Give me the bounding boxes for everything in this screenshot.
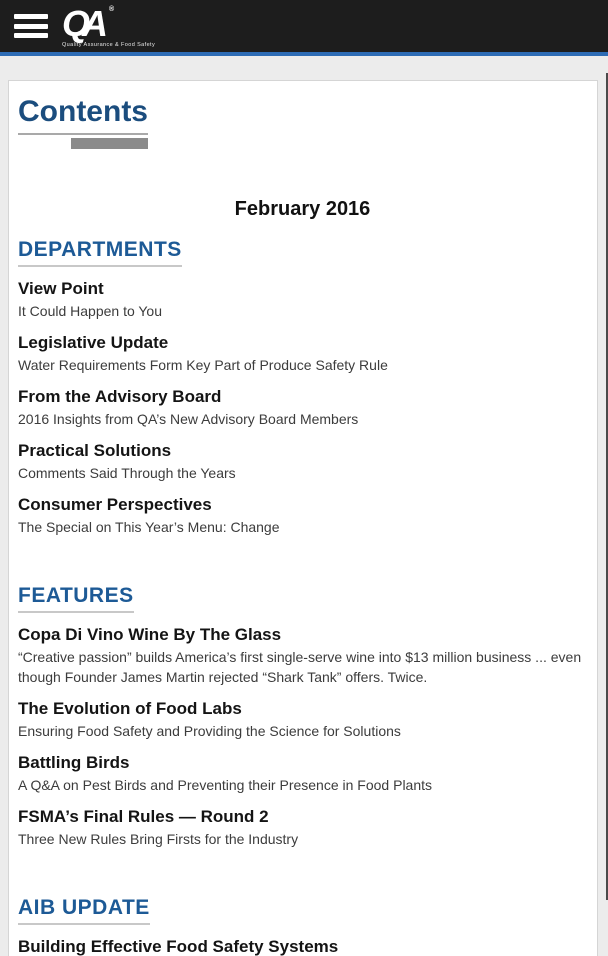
registered-mark-icon: ® — [109, 5, 115, 13]
item-title: Legislative Update — [18, 333, 169, 352]
toc-item-practical-solutions[interactable] — [18, 441, 587, 483]
content-area — [0, 56, 608, 956]
section-departments — [18, 237, 587, 537]
section-features — [18, 583, 587, 849]
toc-item-battling-birds[interactable] — [18, 753, 587, 795]
title-accent-bar — [71, 138, 148, 149]
toc-item-evolution-of-food-labs[interactable] — [18, 699, 587, 741]
section-aib-update — [18, 895, 587, 956]
hamburger-menu-icon[interactable] — [14, 14, 48, 38]
item-title: Practical Solutions — [18, 441, 172, 460]
section-heading: AIB UPDATE — [18, 895, 150, 925]
item-subtitle: Three New Rules Bring Firsts for the Industry — [18, 831, 299, 847]
contents-card — [8, 80, 598, 956]
toc-item-from-the-advisory-board[interactable] — [18, 387, 587, 429]
item-subtitle: Comments Said Through the Years — [18, 465, 236, 481]
qa-logo-text: QA ® — [62, 2, 115, 44]
item-title: From the Advisory Board — [18, 387, 222, 406]
qa-logo-tagline: Quality Assurance & Food Safety — [62, 41, 156, 48]
issue-date: February 2016 — [234, 198, 371, 220]
title-underline — [18, 133, 148, 135]
item-subtitle: It Could Happen to You — [18, 303, 163, 319]
item-title: View Point — [18, 279, 104, 298]
toc-item-fsma-final-rules[interactable] — [18, 807, 587, 849]
toc-item-copa-di-vino[interactable] — [18, 625, 587, 687]
item-title: Consumer Perspectives — [18, 495, 212, 514]
item-subtitle: 2016 Insights from QA’s New Advisory Board Members — [18, 411, 359, 427]
item-subtitle: The Special on This Year’s Menu: Change — [18, 519, 280, 535]
app-bar — [0, 0, 608, 52]
item-subtitle: Water Requirements Form Key Part of Produce Safety Rule — [18, 357, 388, 373]
item-title: The Evolution of Food Labs — [18, 699, 242, 718]
item-title: FSMA’s Final Rules — Round 2 — [18, 807, 269, 826]
page-title: Contents — [18, 95, 148, 128]
item-title: Copa Di Vino Wine By The Glass — [18, 625, 282, 644]
item-title: Battling Birds — [18, 753, 130, 772]
toc-item-building-effective-food-safety-systems[interactable] — [18, 937, 587, 956]
section-heading: DEPARTMENTS — [18, 237, 182, 267]
toc-item-consumer-perspectives[interactable] — [18, 495, 587, 537]
toc-item-view-point[interactable] — [18, 279, 587, 321]
item-subtitle: “Creative passion” builds America’s first single-serve wine into $13 million business ... even though Founder James Martin rejected “Shark Tank” offers. Twice. — [18, 649, 582, 685]
toc-item-legislative-update[interactable] — [18, 333, 587, 375]
item-title: Building Effective Food Safety Systems — [18, 937, 339, 956]
qa-logo — [62, 4, 155, 49]
section-heading: FEATURES — [18, 583, 134, 613]
item-subtitle: A Q&A on Pest Birds and Preventing their Presence in Food Plants — [18, 777, 433, 793]
item-subtitle: Ensuring Food Safety and Providing the Science for Solutions — [18, 723, 401, 739]
